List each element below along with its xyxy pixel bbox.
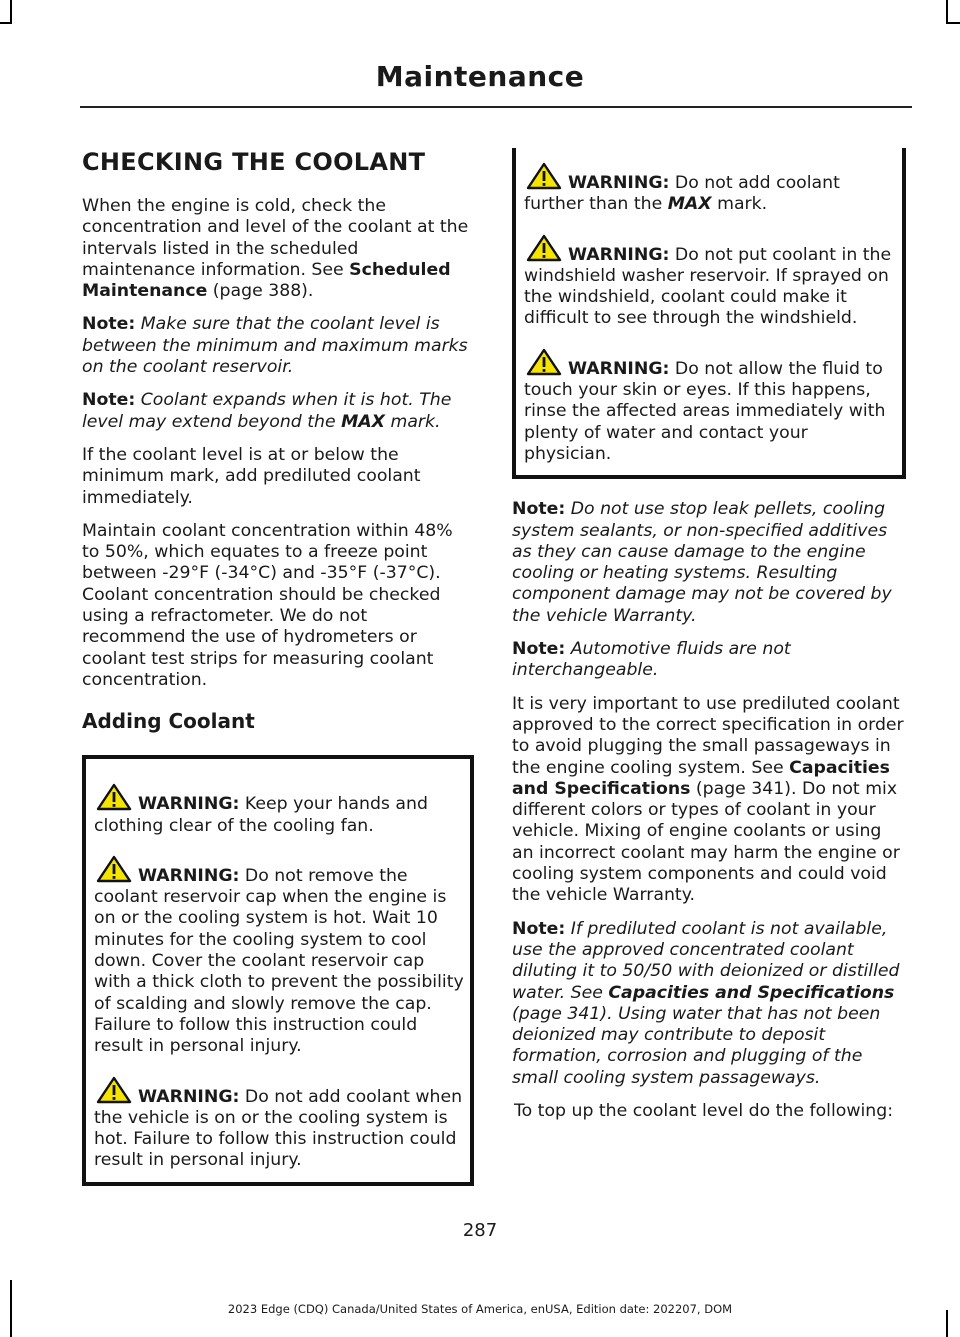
note-label: Note: xyxy=(512,918,566,939)
cross-reference-link[interactable]: Capacities and Specifications xyxy=(512,757,890,799)
warning-triangle-icon xyxy=(526,162,562,190)
right-column xyxy=(512,148,906,1134)
section-heading: CHECKING THE COOLANT xyxy=(82,148,426,176)
note-label: Note: xyxy=(512,639,566,660)
warning-text: Do not add coolant further than the xyxy=(524,173,840,215)
note xyxy=(512,919,906,1089)
warning-text: Do not add coolant when the vehicle is on or the cooling system is hot. Failure to follow this instruction could result in personal injury. xyxy=(94,1086,463,1171)
warning-triangle-icon xyxy=(96,783,132,811)
paragraph xyxy=(512,694,906,907)
warning-label: WARNING: xyxy=(568,173,670,193)
warning xyxy=(524,234,896,330)
warning xyxy=(524,348,896,465)
warning-label: WARNING: xyxy=(138,1086,240,1107)
warning-label: WARNING: xyxy=(568,358,670,379)
warning xyxy=(524,162,896,216)
note-text: Coolant expands when it is hot. The level may extend beyond the xyxy=(82,390,452,432)
warning-text: Do not put coolant in the windshield washer reservoir. If sprayed on the windshield, coolant could make it difficult to see through the windshield. xyxy=(524,244,892,329)
cross-reference-link[interactable]: Scheduled Maintenance xyxy=(82,259,451,302)
text: It is very important to use prediluted coolant approved to the correct specification in order to avoid plugging the small passageways in the engine cooling system. See xyxy=(512,693,904,778)
page-number: 287 xyxy=(462,1220,498,1241)
note-text: Make sure that the coolant level is between the minimum and maximum marks on the coolant reservoir. xyxy=(82,314,468,378)
warning-text: mark. xyxy=(711,194,768,215)
warning-text: Keep your hands and clothing clear of the cooling fan. xyxy=(94,794,428,836)
note-text: mark. xyxy=(385,411,441,432)
crop-mark xyxy=(0,22,12,24)
paragraph xyxy=(82,196,474,302)
max-mark: MAX xyxy=(667,194,712,215)
warning xyxy=(94,1076,464,1172)
warning-box xyxy=(512,148,906,479)
note-text: Automotive fluids are not interchangeable. xyxy=(512,639,791,681)
warning xyxy=(94,855,464,1058)
paragraph: To top up the coolant level do the following: xyxy=(514,1100,894,1121)
footer-edition-info: 2023 Edge (CDQ) Canada/United States of America, enUSA, Edition date: 202207, DOM xyxy=(227,1302,733,1316)
warning-text: Do not remove the coolant reservoir cap when the engine is on or the cooling system is hot. Wait 10 minutes for the cooling system to cool down. Cover the coolant reservoir cap with a thick cloth to prevent the possibility of scalding and slowly remove the cap. Failure to follow this instruction could result in personal injury. xyxy=(94,865,464,1057)
max-mark: MAX xyxy=(341,411,385,432)
note xyxy=(512,499,906,627)
page-ref: (page 388). xyxy=(207,281,314,302)
text: When the engine is cold, check the concentration and level of the coolant at the intervals listed in the scheduled maintenance information. See xyxy=(82,196,469,280)
crop-mark xyxy=(946,22,960,24)
note-text: (page 341). Using water that has not been deionized may contribute to deposit formation, corrosion and plugging of the small cooling system passageways. xyxy=(512,1003,881,1088)
warning xyxy=(94,783,464,837)
note-text: If prediluted coolant is not available, use the approved concentrated coolant diluting it to 50/50 with deionized or distilled water. See xyxy=(512,918,900,1003)
warning-label: WARNING: xyxy=(568,244,670,265)
warning-triangle-icon xyxy=(96,1076,132,1104)
cross-reference-link[interactable]: Capacities and Specifications xyxy=(608,982,895,1003)
warning-label: WARNING: xyxy=(138,865,240,886)
note-label: Note: xyxy=(82,390,136,411)
note xyxy=(82,390,474,433)
page-header-title: Maintenance xyxy=(375,60,585,93)
note xyxy=(512,639,906,682)
text: (page 341). Do not mix different colors or types of coolant in your vehicle. Mixing of engine coolants or using an incorrect coolant may harm the engine or cooling system components and could void the vehicle Warranty. xyxy=(512,778,900,906)
note-label: Note: xyxy=(512,499,566,520)
warning-box xyxy=(82,755,474,1185)
note-text: Do not use stop leak pellets, cooling system sealants, or non-specified additives as they can cause damage to the engine cooling or heating systems. Resulting component damage may not be covered by the vehicle Warranty. xyxy=(512,499,892,626)
paragraph: Maintain coolant concentration within 48% to 50%, which equates to a freeze point between -29°F (-34°C) and -35°F (-37°C). Coolant concentration should be checked using a refractometer. We do not recommend the use of hydrometers or coolant test strips for measuring coolant concentration. xyxy=(82,520,453,690)
subheading: Adding Coolant xyxy=(82,709,255,734)
crop-mark xyxy=(10,0,12,24)
crop-mark xyxy=(946,0,948,24)
warning-label: WARNING: xyxy=(138,794,240,815)
left-column xyxy=(82,148,474,1202)
note-label: Note: xyxy=(82,314,136,335)
note xyxy=(82,314,474,378)
warning-triangle-icon xyxy=(526,234,562,262)
warning-text: Do not allow the fluid to touch your skin or eyes. If this happens, rinse the affected areas immediately with plenty of water and contact your physician. xyxy=(524,358,886,464)
header-rule xyxy=(80,106,912,108)
paragraph: If the coolant level is at or below the minimum mark, add prediluted coolant immediately. xyxy=(82,444,421,508)
warning-triangle-icon xyxy=(526,348,562,376)
warning-triangle-icon xyxy=(96,855,132,883)
